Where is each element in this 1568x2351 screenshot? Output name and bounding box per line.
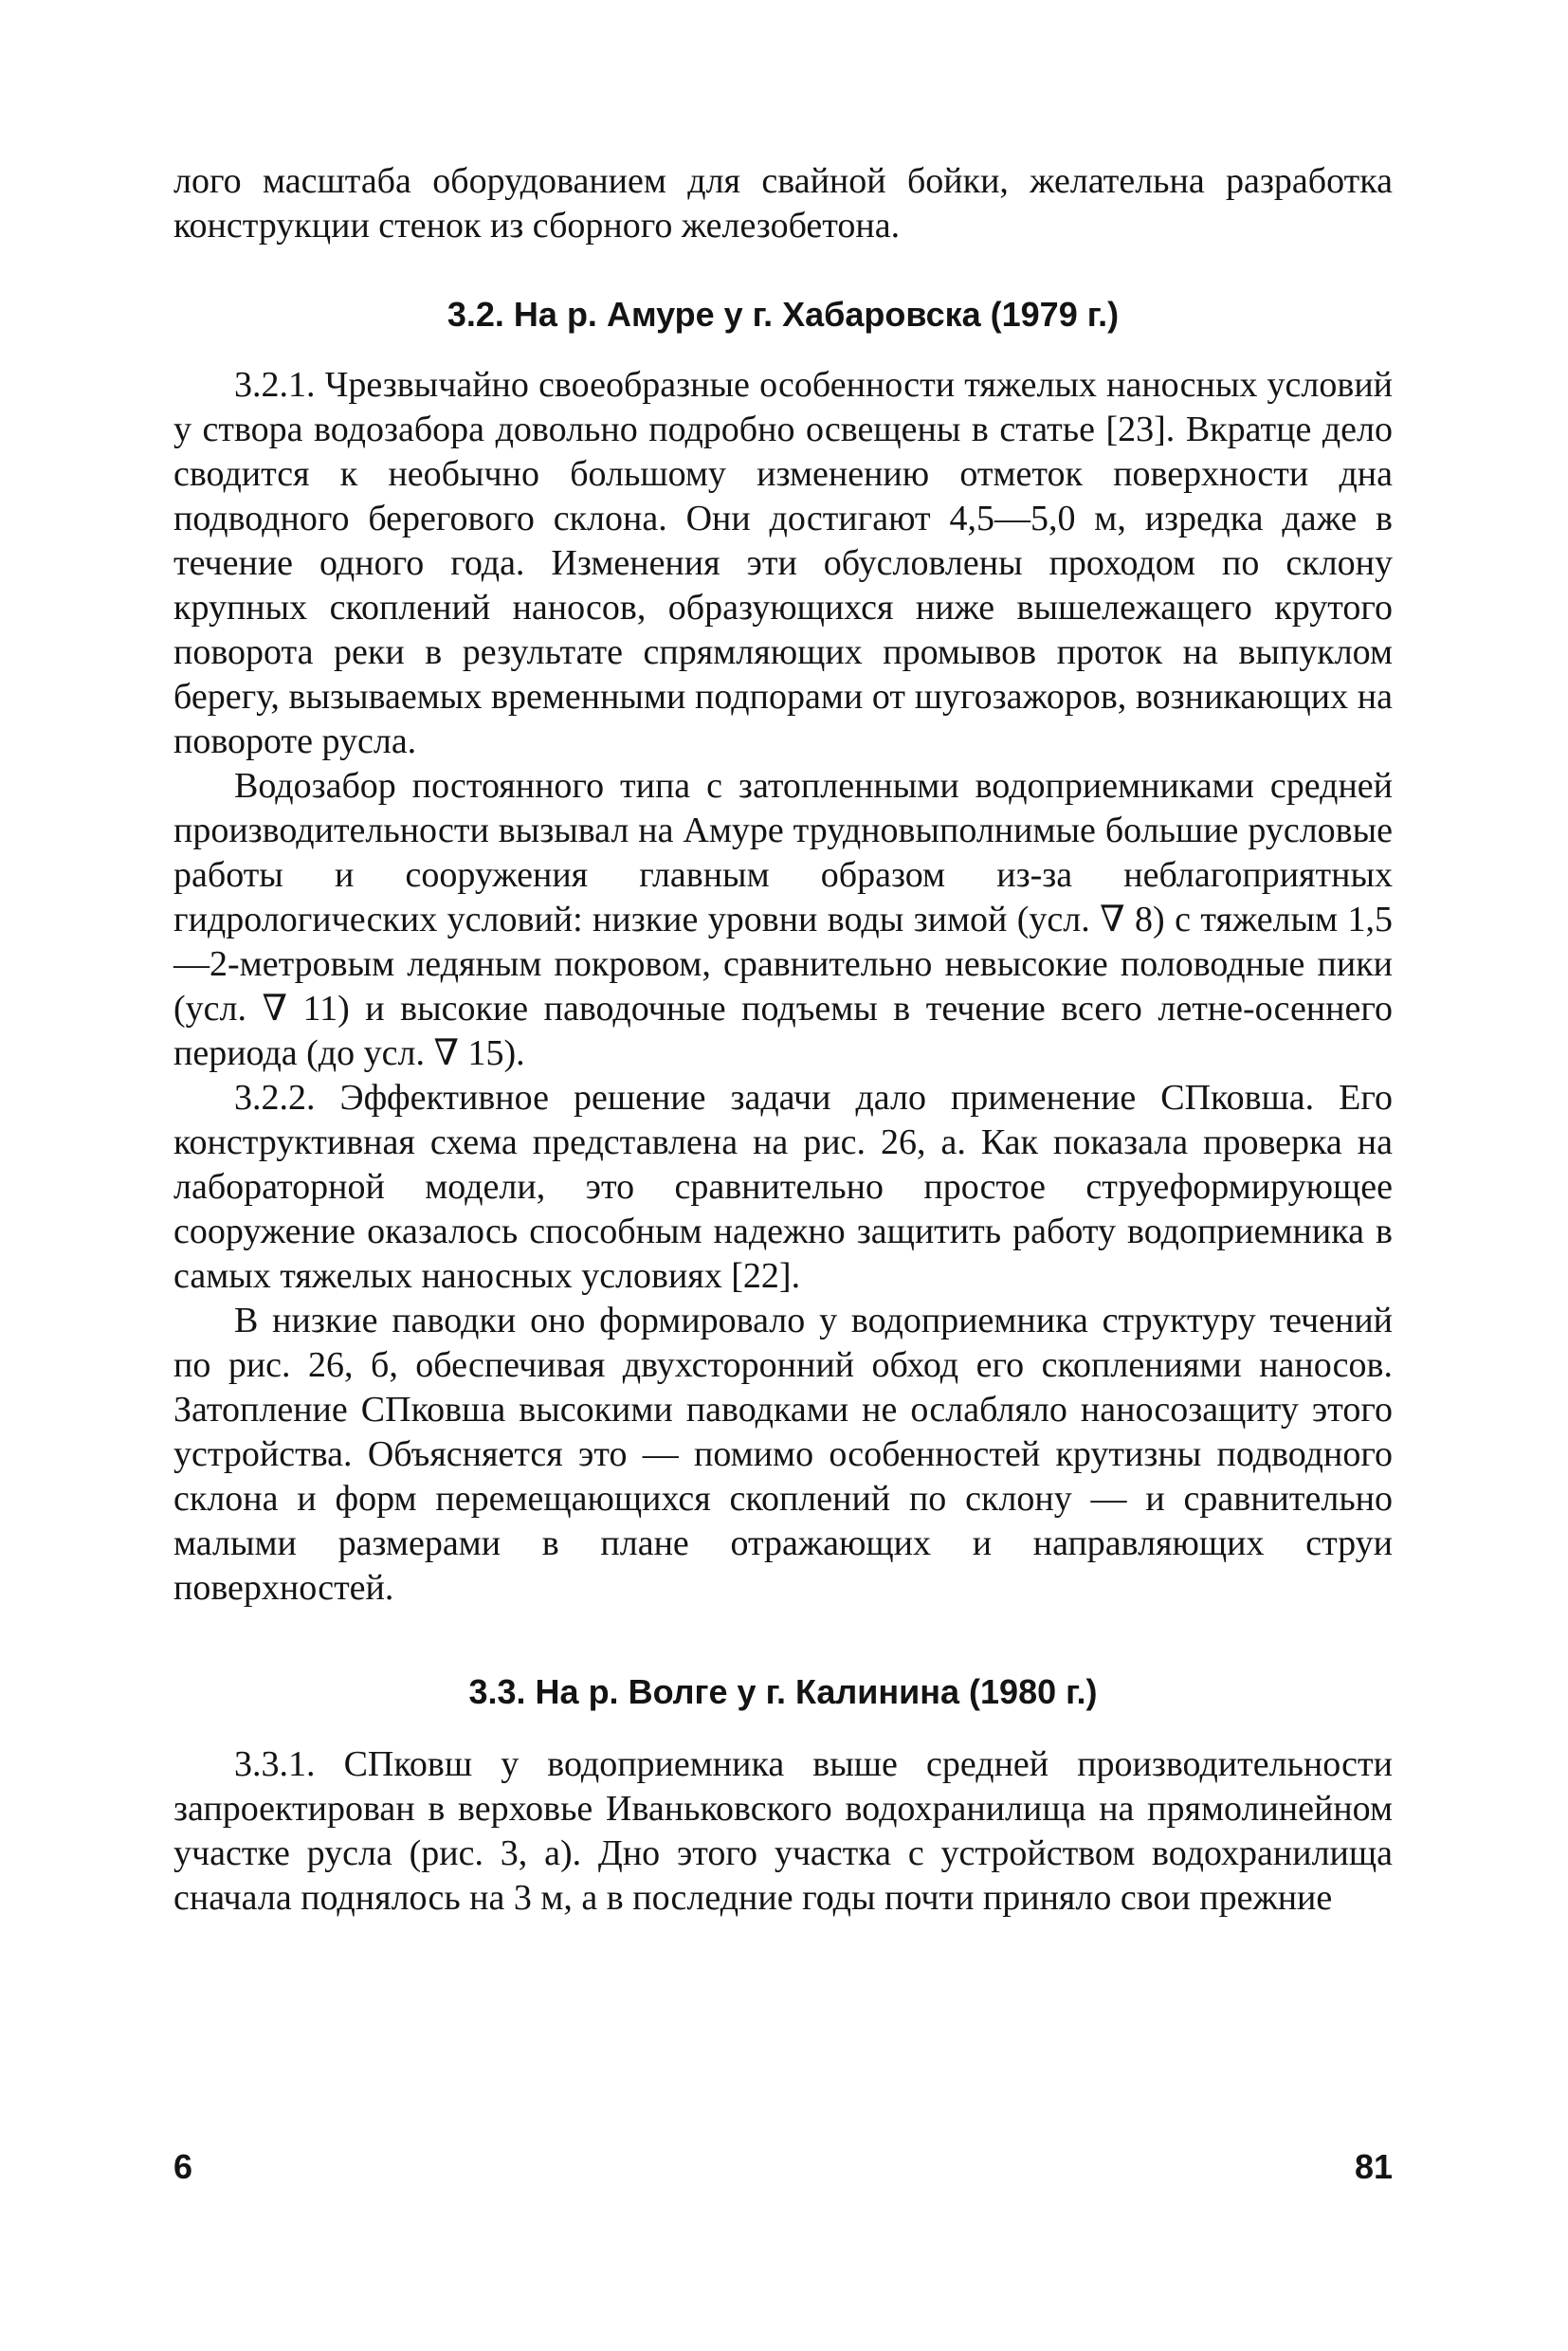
paragraph-3-2-1: 3.2.1. Чрезвычайно своеобразные особенности тяжелых наносных условий у створа водозабора довольно подробно освещены в статье [23]. Вкратце дело сводится к необычно большому изменению отметок поверхности дна подводного берегового склона. Они достигают 4,5—5,0 м, изредка даже в течение одного года. Изменения эти обусловлены проходом по склону крупных скоплений наносов, образующихся ниже вышележащего крутого поворота реки в результате спрямляющих промывов проток на выпуклом берегу, вызываемых временными подпорами от шугозажоров, возникающих на повороте русла. bbox=[173, 365, 1393, 761]
paragraph-3-2-2: 3.2.2. Эффективное решение задачи дало применение СПковша. Его конструктивная схема представлена на рис. 26, а. Как показала проверка на лабораторной модели, это сравнительно простое струеформирующее сооружение оказалось способным надежно защитить работу водоприемника в самых тяжелых наносных условиях [22]. bbox=[173, 1078, 1393, 1296]
section-heading-3-2: 3.2. На р. Амуре у г. Хабаровска (1979 г.) bbox=[447, 295, 1120, 334]
section-heading-3-3: 3.3. На р. Волге у г. Калинина (1980 г.) bbox=[468, 1672, 1098, 1711]
paragraph-3-2-2-cont: В низкие паводки оно формировало у водоприемника структуру течений по рис. 26, б, обеспечивая двухсторонний обход его скоплениями наносов. Затопление СПковша высокими паводками не ослабляло наносозащиту этого устройства. Объясняется это — помимо особенностей крутизны подводного склона и форм перемещающихся скоплений по склону — и сравнительно малыми размерами в плане отражающих и направляющих струи поверхностей. bbox=[173, 1301, 1393, 1608]
paragraph-3-2-1-cont: Водозабор постоянного типа с затопленными водоприемниками средней производительности вызывал на Амуре трудновыполнимые большие русловые работы и сооружения главным образом из-за неблагоприятных гидрологических условий: низкие уровни воды зимой (усл. ∇ 8) с тяжелым 1,5—2-метровым ледяным покровом, сравнительно невысокие половодные пики (усл. ∇ 11) и высокие паводочные подъемы в течение всего летне-осеннего периода (до усл. ∇ 15). bbox=[173, 766, 1393, 1073]
page-body bbox=[173, 159, 1393, 1921]
continuation-paragraph: лого масштаба оборудованием для свайной бойки, желательна разработка конструкции стенок из сборного железобетона. bbox=[173, 161, 1393, 246]
paragraph-3-3-1: 3.3.1. СПковш у водоприемника выше средней производительности запроектирован в верховье Иваньковского водохранилища на прямолинейном участке русла (рис. 3, а). Дно этого участка с устройством водохранилища сначала поднялось на 3 м, а в последние годы почти приняло свои прежние bbox=[173, 1744, 1393, 1918]
page-number: 81 bbox=[1354, 2147, 1393, 2186]
signature-mark: 6 bbox=[173, 2147, 193, 2186]
